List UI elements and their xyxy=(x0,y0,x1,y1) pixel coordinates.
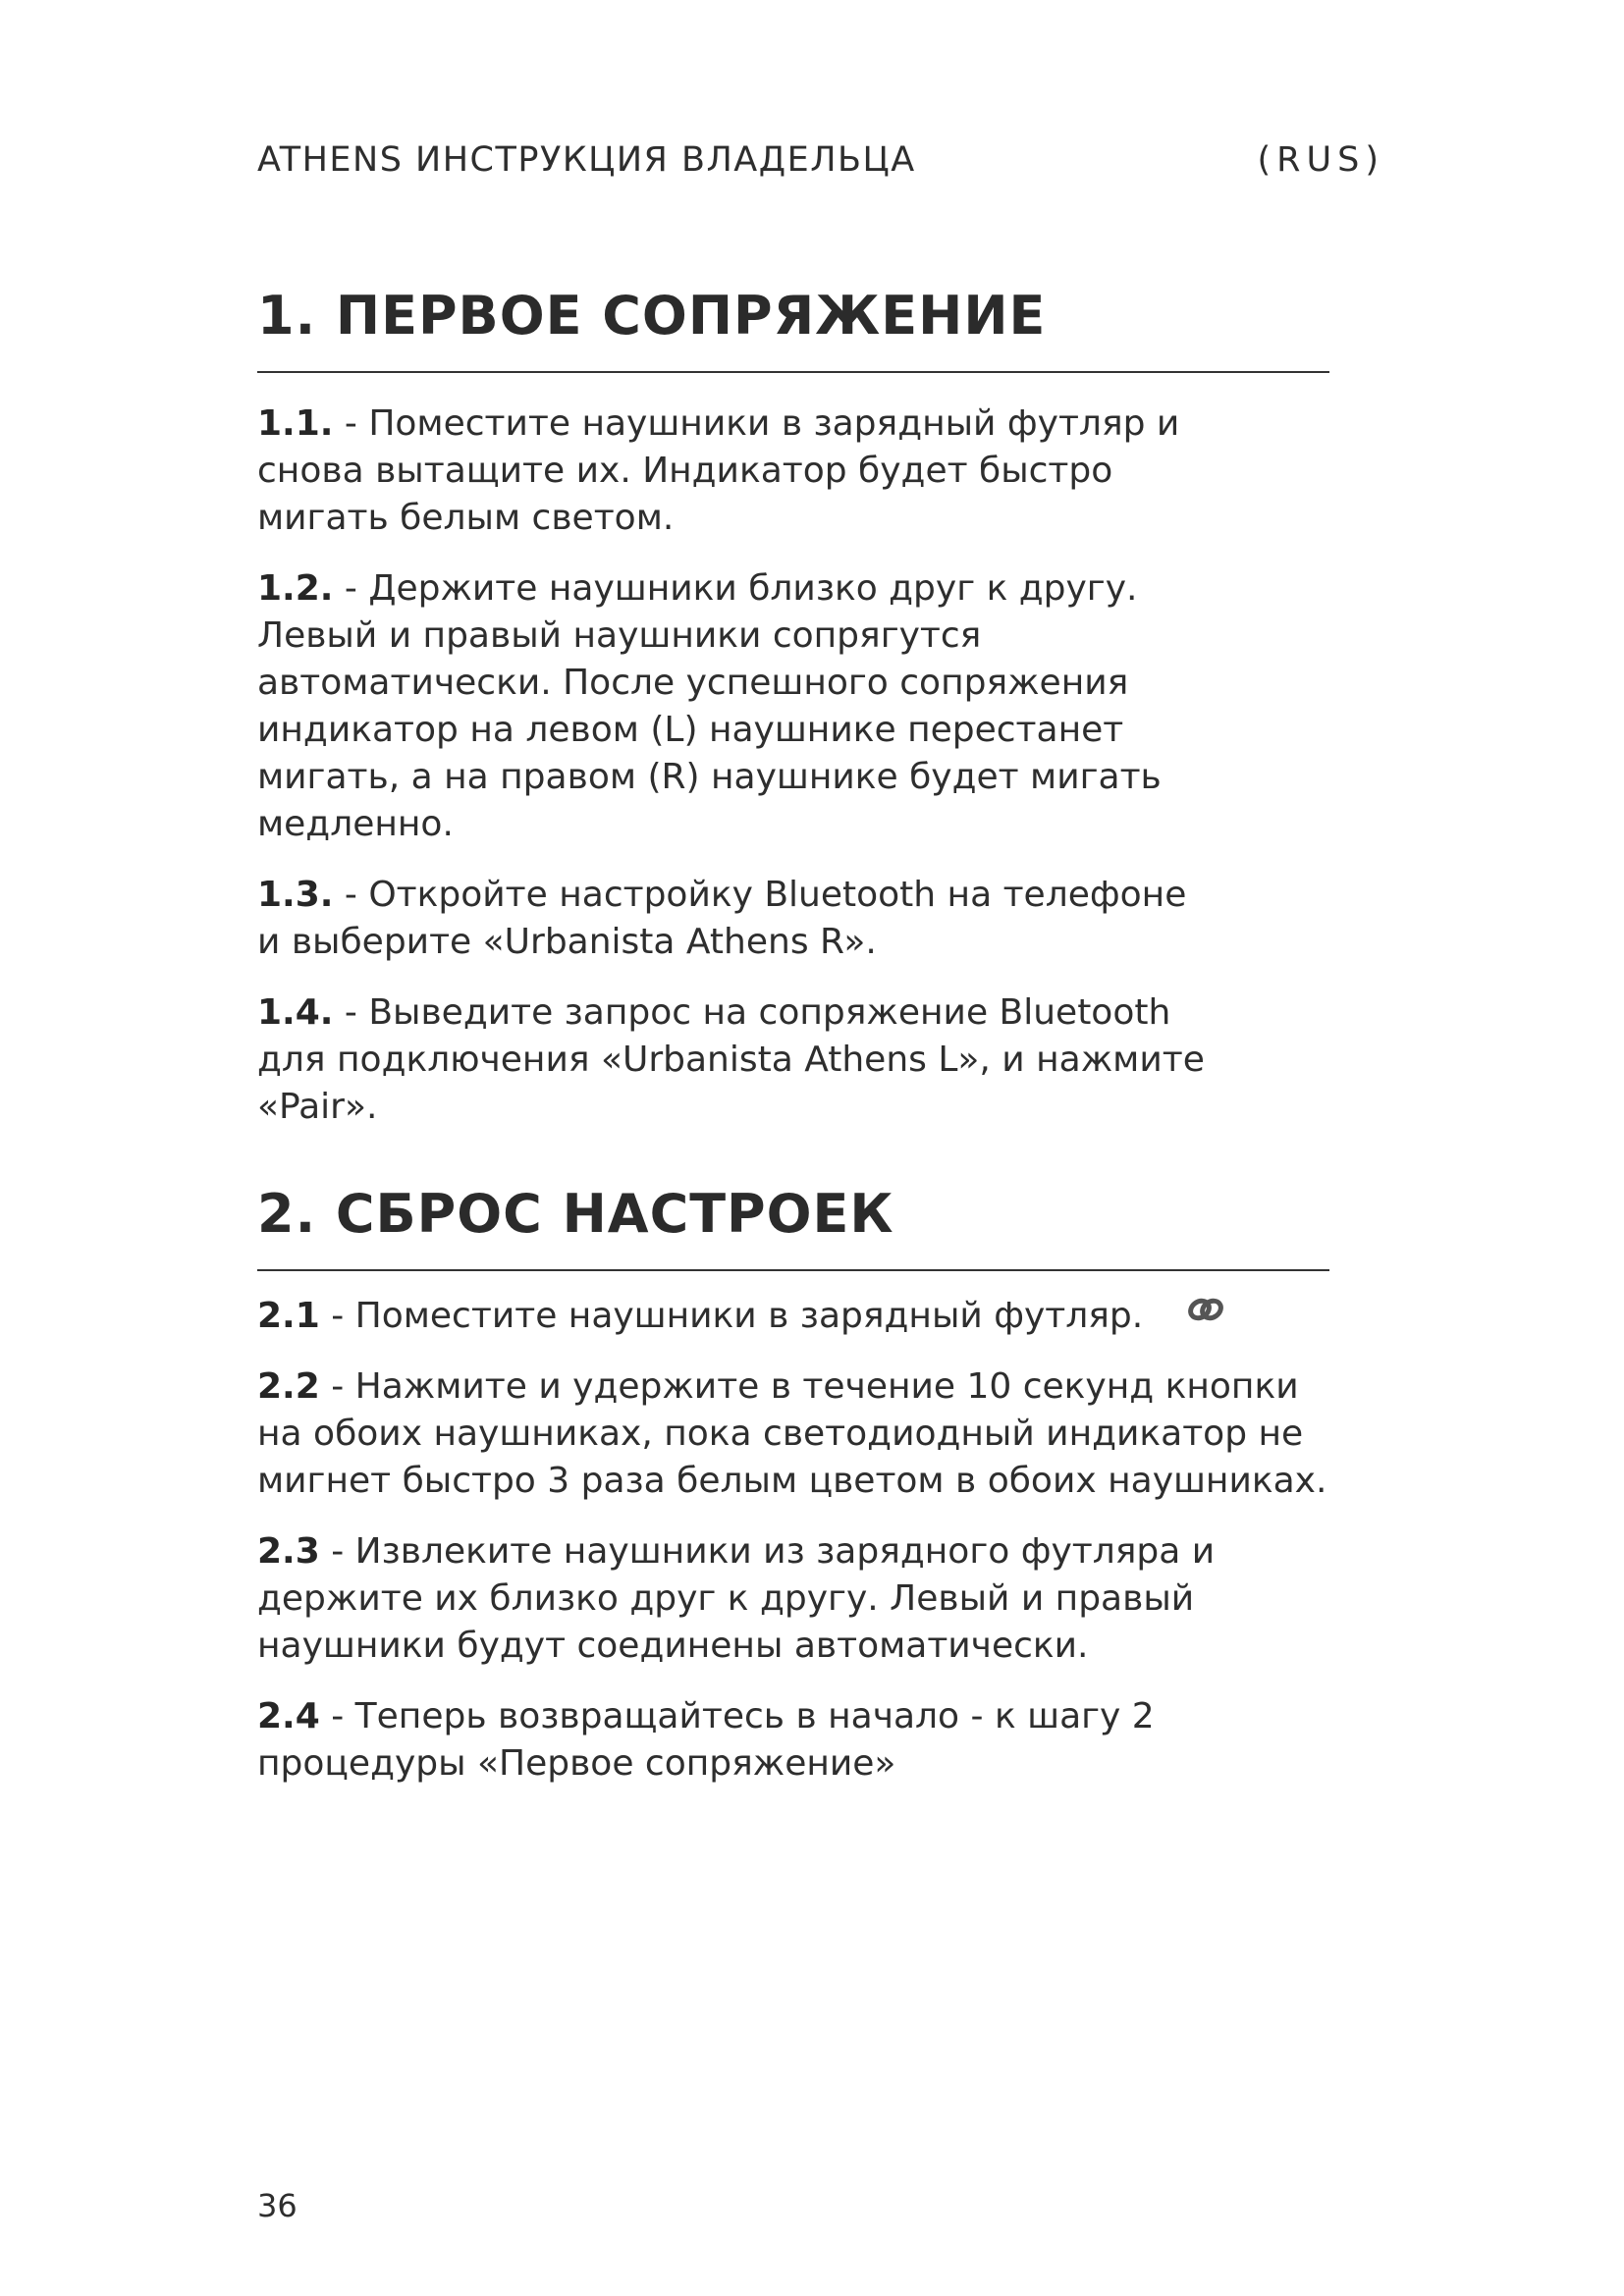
step-2-4 xyxy=(257,1693,1329,1788)
page-header xyxy=(257,140,1384,189)
section-title: 2. СБРОС НАСТРОЕК xyxy=(257,1183,894,1245)
step-number: 2.2 xyxy=(257,1366,320,1407)
step-number: 1.3. xyxy=(257,875,334,915)
step-1-3 xyxy=(257,872,1200,966)
step-2-3 xyxy=(257,1528,1329,1670)
step-number: 1.2. xyxy=(257,568,334,609)
step-text: - Поместите наушники в зарядный футляр и снова вытащите их. Индикатор будет быстро мигать белым светом. xyxy=(257,403,1180,538)
step-number: 2.1 xyxy=(257,1296,320,1336)
step-number: 1.4. xyxy=(257,992,334,1033)
step-text: - Держите наушники близко друг к другу. Левый и правый наушники сопрягутся автоматически. После успешного сопряжения индикатор на левом (L) наушнике перестанет мигать, а на правом (R) наушнике будет мигать медленно. xyxy=(257,568,1162,844)
step-1-1 xyxy=(257,400,1239,542)
section-title: 1. ПЕРВОЕ СОПРЯЖЕНИЕ xyxy=(257,285,1047,347)
step-number: 2.3 xyxy=(257,1531,320,1572)
step-text: - Извлеките наушники из зарядного футляра и держите их близко друг к другу. Левый и правый наушники будут соединены автоматически. xyxy=(257,1531,1216,1666)
step-text: - Выведите запрос на сопряжение Bluetooth для подключения «Urbanista Athens L», и нажмите «Pair». xyxy=(257,992,1205,1127)
steps-list xyxy=(257,1293,1329,1788)
section-first-pairing xyxy=(257,285,1329,1154)
section-divider xyxy=(257,371,1329,373)
step-text: - Поместите наушники в зарядный футляр. xyxy=(319,1296,1144,1336)
page-number: 36 xyxy=(257,2187,298,2224)
step-1-2 xyxy=(257,565,1200,848)
step-number: 2.4 xyxy=(257,1696,320,1736)
section-divider xyxy=(257,1269,1329,1271)
step-text: - Откройте настройку Bluetooth на телефоне и выберите «Urbanista Athens R». xyxy=(257,875,1187,962)
section-factory-reset xyxy=(257,1183,1329,1811)
step-text: - Теперь возвращайтесь в начало - к шагу 2 процедуры «Первое сопряжение» xyxy=(257,1696,1155,1784)
step-1-4 xyxy=(257,989,1229,1131)
step-2-1 xyxy=(257,1293,1329,1340)
language-code: (RUS) xyxy=(1257,140,1384,180)
link-icon xyxy=(1186,1290,1225,1337)
step-text: - Нажмите и удержите в течение 10 секунд кнопки на обоих наушниках, пока светодиодный индикатор не мигнет быстро 3 раза белым цветом в обоих наушниках. xyxy=(257,1366,1327,1501)
step-2-2 xyxy=(257,1363,1337,1505)
step-number: 1.1. xyxy=(257,403,334,444)
steps-list xyxy=(257,400,1329,1131)
manual-title: ATHENS ИНСТРУКЦИЯ ВЛАДЕЛЬЦА xyxy=(257,140,916,180)
